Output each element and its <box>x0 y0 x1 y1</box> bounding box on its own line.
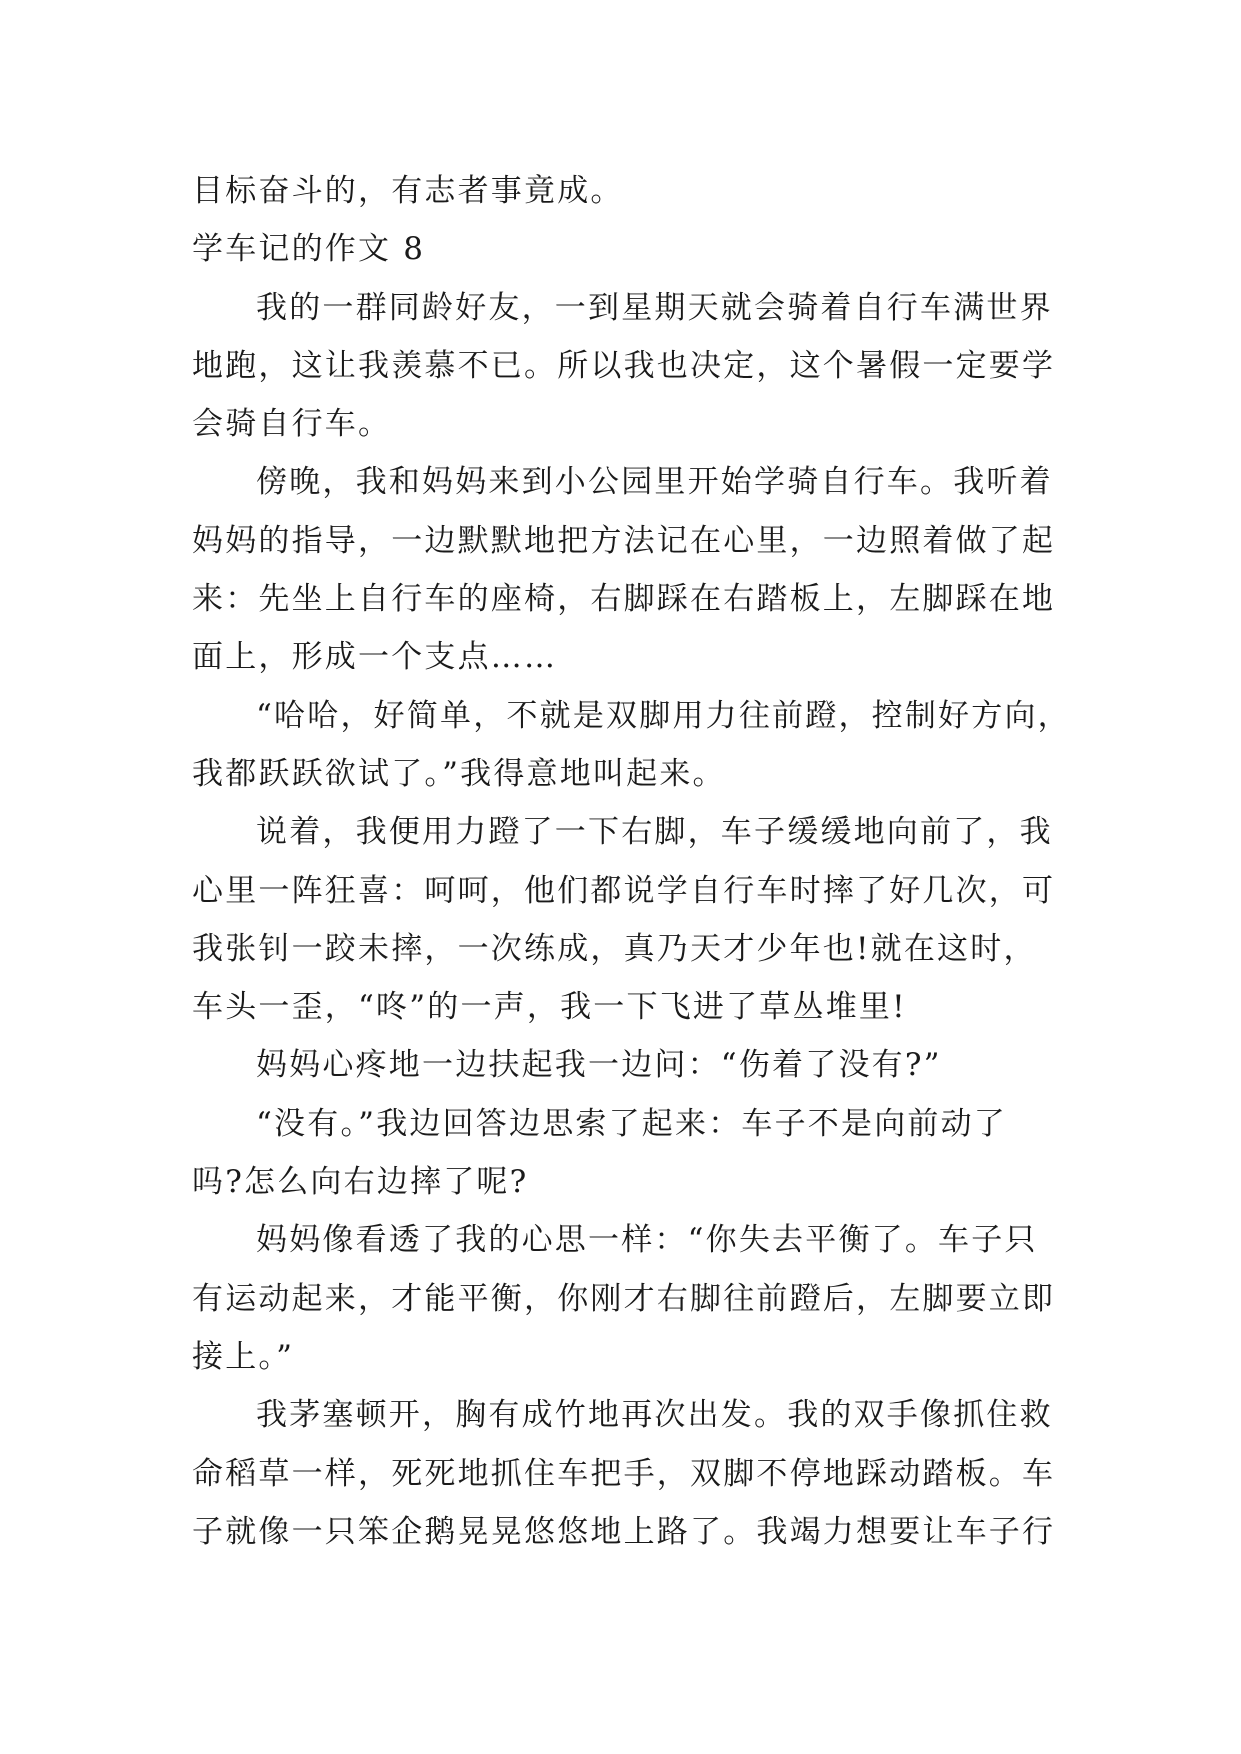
text-line: 地跑，这让我羡慕不已。所以我也决定，这个暑假一定要学 <box>192 347 1056 384</box>
text-line: 心里一阵狂喜：呵呵，他们都说学自行车时摔了好几次，可 <box>192 872 1056 909</box>
text-line: 命稻草一样，死死地抓住车把手，双脚不停地踩动踏板。车 <box>192 1455 1056 1492</box>
text-line: 接上。” <box>192 1338 295 1375</box>
text-line: 傍晚，我和妈妈来到小公园里开始学骑自行车。我听着 <box>256 464 1053 501</box>
text-line: 来：先坐上自行车的座椅，右脚踩在右踏板上，左脚踩在地 <box>192 581 1056 618</box>
text-line: 面上，形成一个支点…… <box>192 639 558 676</box>
text-line: 我都跃跃欲试了。”我得意地叫起来。 <box>192 755 726 792</box>
text-line: 车头一歪，“咚”的一声，我一下飞进了草丛堆里! <box>192 989 907 1026</box>
text-line: 说着，我便用力蹬了一下右脚，车子缓缓地向前了，我 <box>256 814 1053 851</box>
text-line: 吗?怎么向右边摔了呢? <box>192 1164 529 1201</box>
text-line: 我张钊一跤未摔，一次练成，真乃天才少年也!就在这时， <box>192 930 1037 967</box>
text-line: “没有。”我边回答边思索了起来：车子不是向前动了 <box>256 1105 1007 1142</box>
text-line: 妈妈的指导，一边默默地把方法记在心里，一边照着做了起 <box>192 522 1056 559</box>
text-line: 会骑自行车。 <box>192 406 392 443</box>
text-line: 子就像一只笨企鹅晃晃悠悠地上路了。我竭力想要让车子行 <box>192 1513 1056 1550</box>
text-line: 我的一群同龄好友，一到星期天就会骑着自行车满世界 <box>256 289 1053 326</box>
text-line: 妈妈心疼地一边扶起我一边问：“伤着了没有?” <box>256 1047 942 1084</box>
text-line: 妈妈像看透了我的心思一样：“你失去平衡了。车子只 <box>256 1222 1038 1259</box>
text-line: “哈哈，好简单，不就是双脚用力往前蹬，控制好方向， <box>256 697 1071 734</box>
document-body <box>192 162 1071 1561</box>
text-line: 有运动起来，才能平衡，你刚才右脚往前蹬后，左脚要立即 <box>192 1280 1056 1317</box>
text-line: 学车记的作文 8 <box>192 231 426 268</box>
text-line: 目标奋斗的，有志者事竟成。 <box>192 173 624 209</box>
text-line: 我茅塞顿开，胸有成竹地再次出发。我的双手像抓住救 <box>256 1397 1053 1434</box>
